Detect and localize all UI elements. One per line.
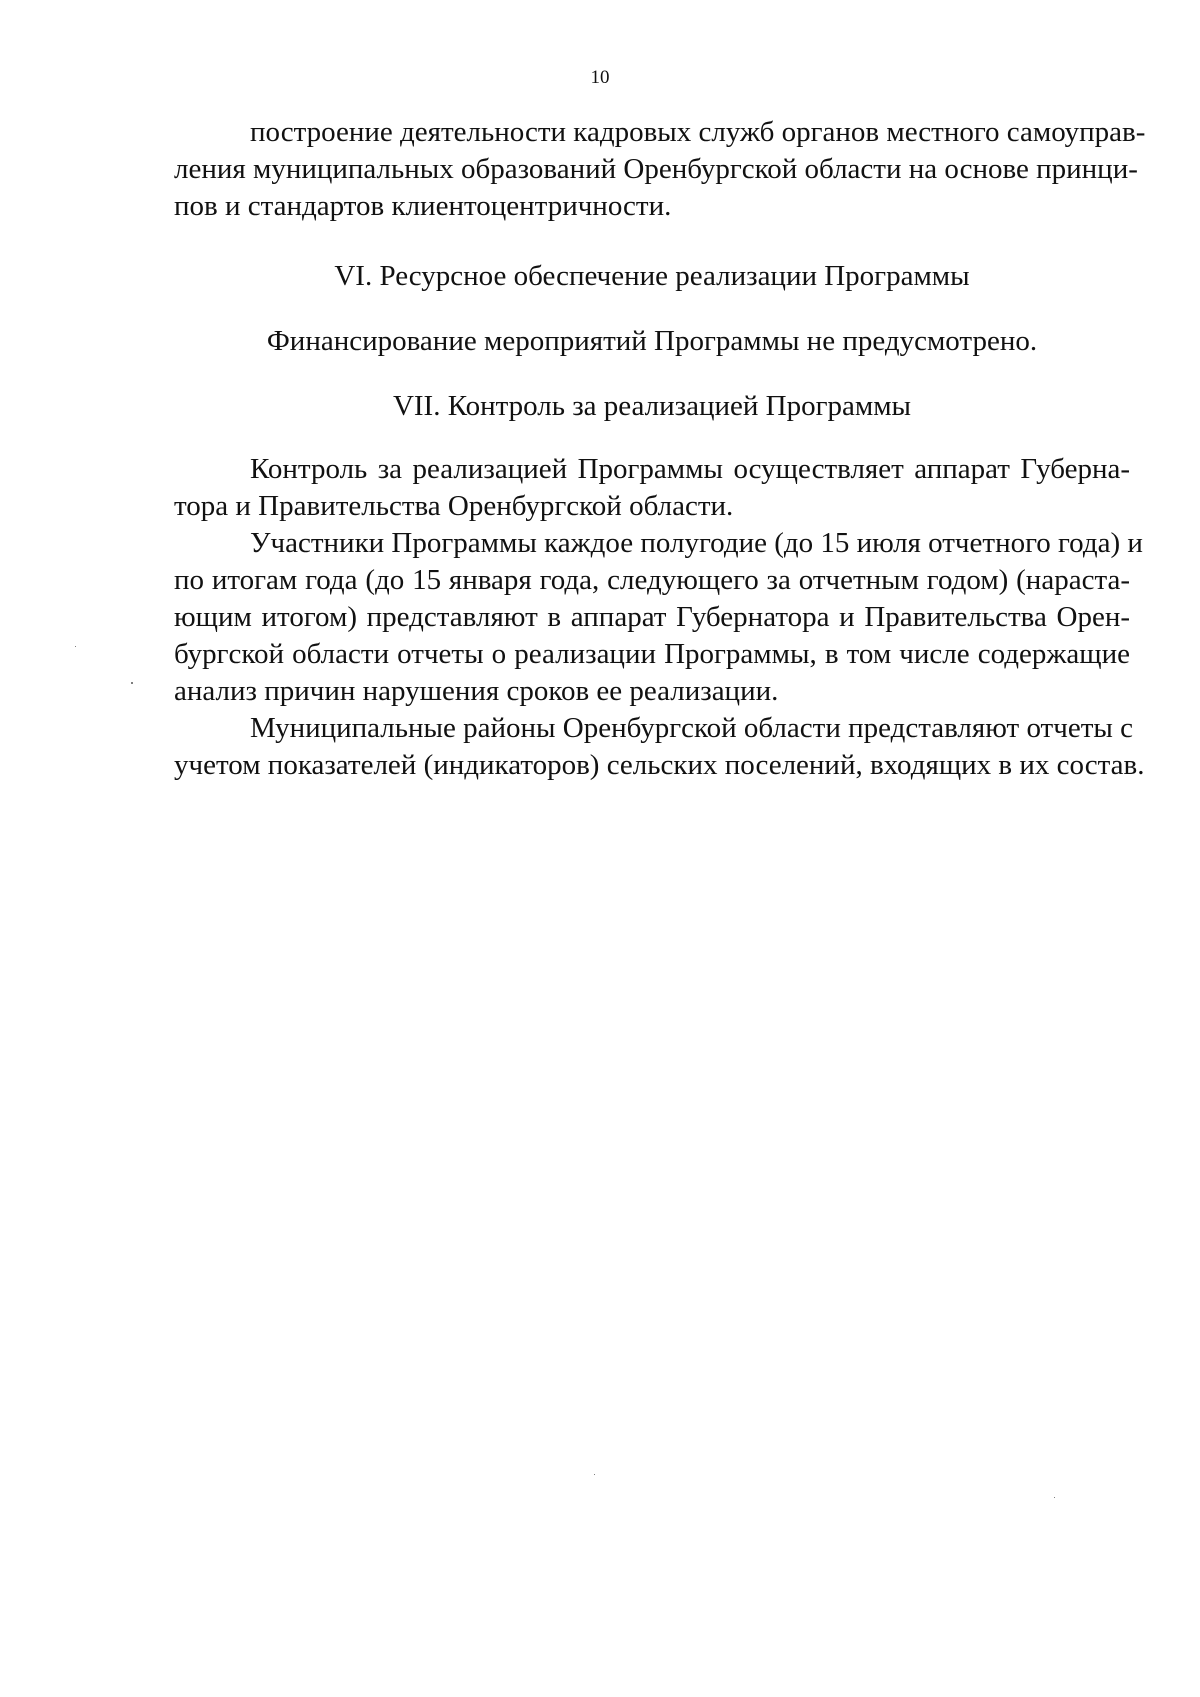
text-line: Муниципальные районы Оренбургской области представляют отчеты с — [250, 712, 1133, 744]
text-line: тора и Правительства Оренбургской области. — [174, 490, 734, 522]
control-paragraph — [174, 451, 1130, 525]
section-heading-resources: VI. Ресурсное обеспечение реализации Программы — [334, 260, 970, 292]
text-line: бургской области отчеты о реализации Программы, в том числе содержащие — [174, 638, 1130, 670]
municipal-reports-paragraph — [174, 710, 1145, 784]
text-line: анализ причин нарушения сроков ее реализации. — [174, 675, 779, 707]
section-heading-control: VII. Контроль за реализацией Программы — [392, 390, 912, 422]
scan-speck — [131, 682, 133, 684]
text-line: ющим итогом) представляют в аппарат Губернатора и Правительства Орен- — [174, 601, 1130, 633]
scan-speck — [594, 1474, 595, 1475]
text-line: Контроль за реализацией Программы осуществляет аппарат Губерна- — [250, 453, 1130, 485]
text-line: построение деятельности кадровых служб органов местного самоуправ- — [250, 116, 1146, 148]
scan-speck — [1054, 1497, 1055, 1498]
scan-speck — [75, 646, 76, 647]
financing-statement: Финансирование мероприятий Программы не предусмотрено. — [266, 325, 1038, 357]
text-line: учетом показателей (индикаторов) сельских поселений, входящих в их состав. — [174, 749, 1145, 781]
text-line: ления муниципальных образований Оренбургской области на основе принци- — [174, 153, 1138, 185]
reporting-paragraph — [174, 525, 1143, 710]
text-line: Участники Программы каждое полугодие (до 15 июля отчетного года) и — [250, 527, 1143, 559]
document-body — [174, 114, 1146, 784]
intro-paragraph — [174, 114, 1146, 225]
text-line: пов и стандартов клиентоцентричности. — [174, 190, 672, 222]
text-line: по итогам года (до 15 января года, следующего за отчетным годом) (нараста- — [174, 564, 1130, 596]
page-number: 10 — [590, 67, 610, 88]
